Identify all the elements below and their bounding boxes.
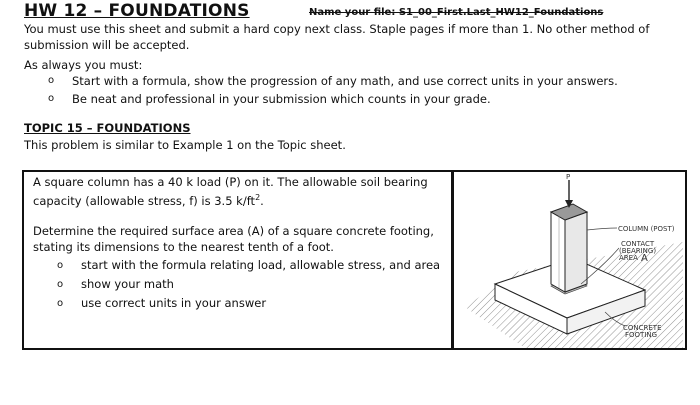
page-title: HW 12 – FOUNDATIONS — [24, 1, 250, 21]
list-item: o Be neat and professional in your submission which counts in your grade. — [44, 90, 618, 108]
list-item: o use correct units in your answer — [33, 294, 443, 313]
problem-box — [22, 170, 687, 350]
requirements-list — [44, 72, 618, 108]
column-divider — [451, 172, 454, 348]
as-always-label: As always you must: — [24, 58, 143, 72]
contact-label-3: AREA — [619, 254, 638, 262]
list-item: o Start with a formula, show the progression of any math, and use correct units in your answers. — [44, 72, 618, 90]
contact-label: CONTACT — [621, 240, 655, 248]
list-item: o show your math — [33, 275, 443, 294]
file-name-instruction: Name your file: S1_00_First.Last_HW12_Foundations — [309, 7, 604, 18]
load-label: P — [566, 173, 571, 181]
footing-label-2: FOOTING — [625, 331, 658, 339]
footing-diagram — [455, 172, 683, 348]
topic-heading: TOPIC 15 – FOUNDATIONS — [24, 121, 191, 135]
steps-list — [33, 256, 443, 313]
footing-sketch — [455, 172, 683, 348]
column-label: COLUMN (POST) — [618, 225, 675, 233]
area-letter: A — [641, 253, 648, 264]
list-item: o start with the formula relating load, allowable stress, and area — [33, 256, 443, 275]
problem-given: A square column has a 40 k load (P) on it. The allowable soil bearing capacity (allowable stress, f) is 3.5 $k/ft^2$. — [33, 175, 428, 208]
problem-task: Determine the required surface area (A) of a square concrete footing, stating its dimensions to the nearest tenth of a foot. — [33, 223, 434, 254]
column — [551, 212, 565, 292]
topic-note: This problem is similar to Example 1 on the Topic sheet. — [24, 138, 346, 152]
submission-instructions: You must use this sheet and submit a hard copy next class. Staple pages if more than 1. No other method of submission will be accepted. — [24, 22, 650, 52]
contact-label-2: (BEARING) — [619, 247, 657, 255]
footing-label: CONCRETE — [623, 324, 662, 332]
problem-statement — [33, 174, 443, 313]
